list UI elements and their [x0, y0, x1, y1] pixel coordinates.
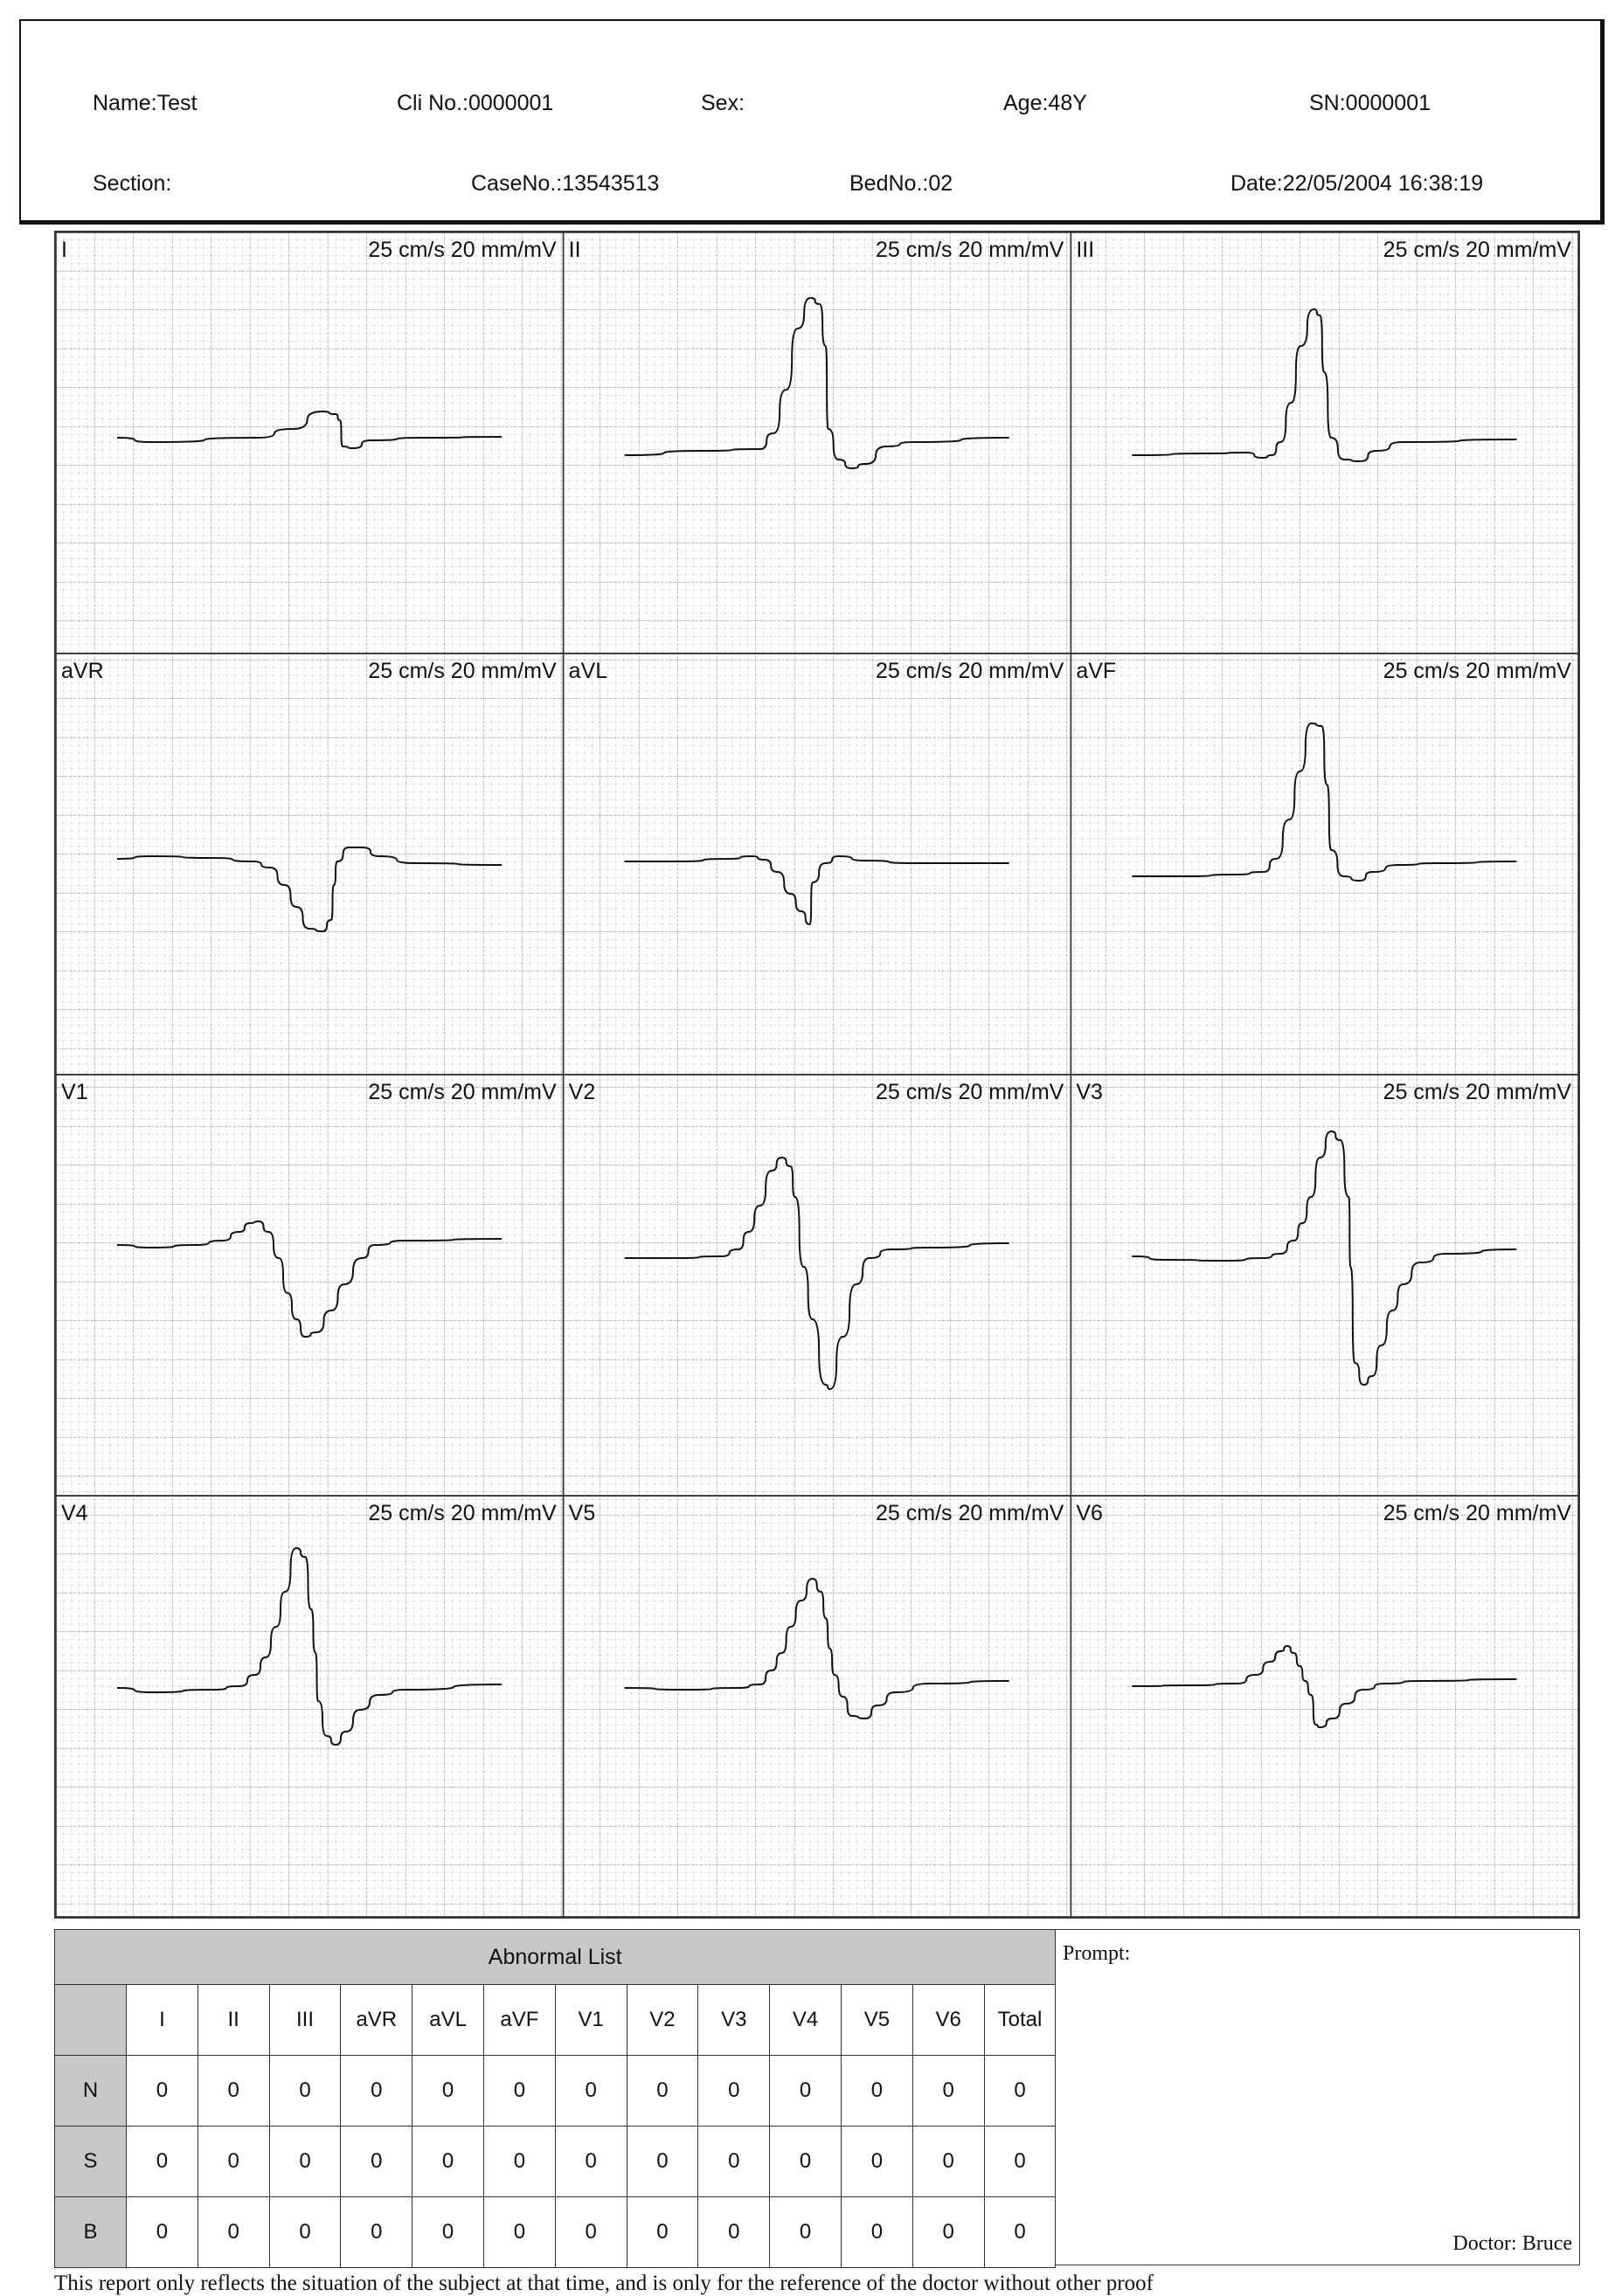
abnormal-list-title: Abnormal List: [55, 1930, 1056, 1985]
column-header: I: [127, 1985, 198, 2056]
table-cell: 0: [555, 2127, 627, 2197]
table-cell: 0: [912, 2056, 984, 2127]
lead-name: V1: [61, 1080, 88, 1104]
table-row: [55, 2056, 1056, 2127]
table-cell: 0: [412, 2056, 484, 2127]
row-label: S: [55, 2127, 127, 2197]
table-cell: 0: [127, 2056, 198, 2127]
table-cell: 0: [412, 2127, 484, 2197]
lead-setting-label: 25 cm/s 20 mm/mV: [1383, 238, 1571, 262]
abnormal-list-table: [54, 1929, 1056, 2268]
patient-name: Name:Test: [93, 91, 198, 115]
row-label: B: [55, 2197, 127, 2268]
lead-name: III: [1076, 238, 1095, 262]
table-cell: 0: [341, 2127, 412, 2197]
patient-sex: Sex:: [701, 91, 745, 115]
lead-name: aVR: [61, 659, 104, 683]
lead-name: aVL: [568, 659, 608, 683]
table-cell: 0: [912, 2197, 984, 2268]
column-header: Total: [984, 1985, 1056, 2056]
table-row: [55, 2197, 1056, 2268]
column-header: V6: [912, 1985, 984, 2056]
lead-setting-label: 25 cm/s 20 mm/mV: [368, 1501, 557, 1525]
section-field: Section:: [93, 171, 172, 196]
table-cell: 0: [627, 2056, 698, 2127]
table-cell: 0: [127, 2197, 198, 2268]
report-disclaimer: This report only reflects the situation of the subject at that time, and is only for the reference of the doctor without other proof: [54, 2272, 1154, 2295]
lead-name: aVF: [1076, 659, 1117, 683]
column-header: aVF: [483, 1985, 555, 2056]
lead-name: V4: [61, 1501, 88, 1525]
column-header: II: [198, 1985, 269, 2056]
table-cell: 0: [483, 2127, 555, 2197]
serial-number: SN:0000001: [1309, 91, 1431, 115]
table-cell: 0: [127, 2127, 198, 2197]
table-cell: 0: [770, 2197, 842, 2268]
abnormal-list-header-row: [55, 1985, 1056, 2056]
table-cell: 0: [698, 2056, 770, 2127]
column-header: V1: [555, 1985, 627, 2056]
table-cell: 0: [198, 2127, 269, 2197]
case-number: CaseNo.:13543513: [471, 171, 660, 196]
patient-info-header: [19, 19, 1605, 225]
lead-name: V5: [568, 1501, 596, 1525]
doctor-signature: Doctor: Bruce: [1452, 2232, 1572, 2255]
report-date: Date:22/05/2004 16:38:19: [1230, 171, 1484, 196]
lead-setting-label: 25 cm/s 20 mm/mV: [876, 1080, 1064, 1104]
lead-setting-label: 25 cm/s 20 mm/mV: [368, 1080, 557, 1104]
ecg-lead-grid: [54, 231, 1580, 1919]
table-row: [55, 2127, 1056, 2197]
table-cell: 0: [841, 2127, 912, 2197]
clinic-number: Cli No.:0000001: [397, 91, 554, 115]
prompt-label: Prompt:: [1063, 1942, 1131, 1965]
table-cell: 0: [841, 2197, 912, 2268]
column-header: V3: [698, 1985, 770, 2056]
table-cell: 0: [770, 2127, 842, 2197]
table-cell: 0: [198, 2197, 269, 2268]
table-cell: 0: [841, 2056, 912, 2127]
table-cell: 0: [341, 2197, 412, 2268]
table-cell: 0: [984, 2127, 1056, 2197]
table-cell: 0: [555, 2197, 627, 2268]
lead-setting-label: 25 cm/s 20 mm/mV: [1383, 1080, 1571, 1104]
table-cell: 0: [269, 2127, 341, 2197]
lead-setting-label: 25 cm/s 20 mm/mV: [876, 238, 1064, 262]
table-cell: 0: [698, 2197, 770, 2268]
table-cell: 0: [555, 2056, 627, 2127]
lead-name: V3: [1076, 1080, 1103, 1104]
table-cell: 0: [269, 2056, 341, 2127]
lead-setting-label: 25 cm/s 20 mm/mV: [876, 659, 1064, 683]
lead-setting-label: 25 cm/s 20 mm/mV: [876, 1501, 1064, 1525]
lead-name: II: [568, 238, 581, 262]
lead-name: V2: [568, 1080, 596, 1104]
table-cell: 0: [698, 2127, 770, 2197]
table-cell: 0: [770, 2056, 842, 2127]
column-header: III: [269, 1985, 341, 2056]
table-cell: 0: [269, 2197, 341, 2268]
row-label: N: [55, 2056, 127, 2127]
table-cell: 0: [912, 2127, 984, 2197]
table-cell: 0: [483, 2197, 555, 2268]
lead-setting-label: 25 cm/s 20 mm/mV: [368, 238, 557, 262]
column-header: V2: [627, 1985, 698, 2056]
table-cell: 0: [198, 2056, 269, 2127]
table-cell: 0: [412, 2197, 484, 2268]
table-cell: 0: [483, 2056, 555, 2127]
column-header: aVL: [412, 1985, 484, 2056]
column-header: V4: [770, 1985, 842, 2056]
table-cell: 0: [627, 2197, 698, 2268]
column-header: V5: [841, 1985, 912, 2056]
bed-number: BedNo.:02: [849, 171, 953, 196]
column-header: aVR: [341, 1985, 412, 2056]
table-cell: 0: [341, 2056, 412, 2127]
table-cell: 0: [627, 2127, 698, 2197]
patient-age: Age:48Y: [1003, 91, 1087, 115]
prompt-box: [1056, 1929, 1580, 2265]
lead-setting-label: 25 cm/s 20 mm/mV: [368, 659, 557, 683]
lead-name: I: [61, 238, 67, 262]
ecg-waveforms: [56, 232, 1578, 1917]
lead-setting-label: 25 cm/s 20 mm/mV: [1383, 659, 1571, 683]
lead-name: V6: [1076, 1501, 1103, 1525]
lead-setting-label: 25 cm/s 20 mm/mV: [1383, 1501, 1571, 1525]
table-cell: 0: [984, 2197, 1056, 2268]
corner-cell: [55, 1985, 127, 2056]
table-cell: 0: [984, 2056, 1056, 2127]
